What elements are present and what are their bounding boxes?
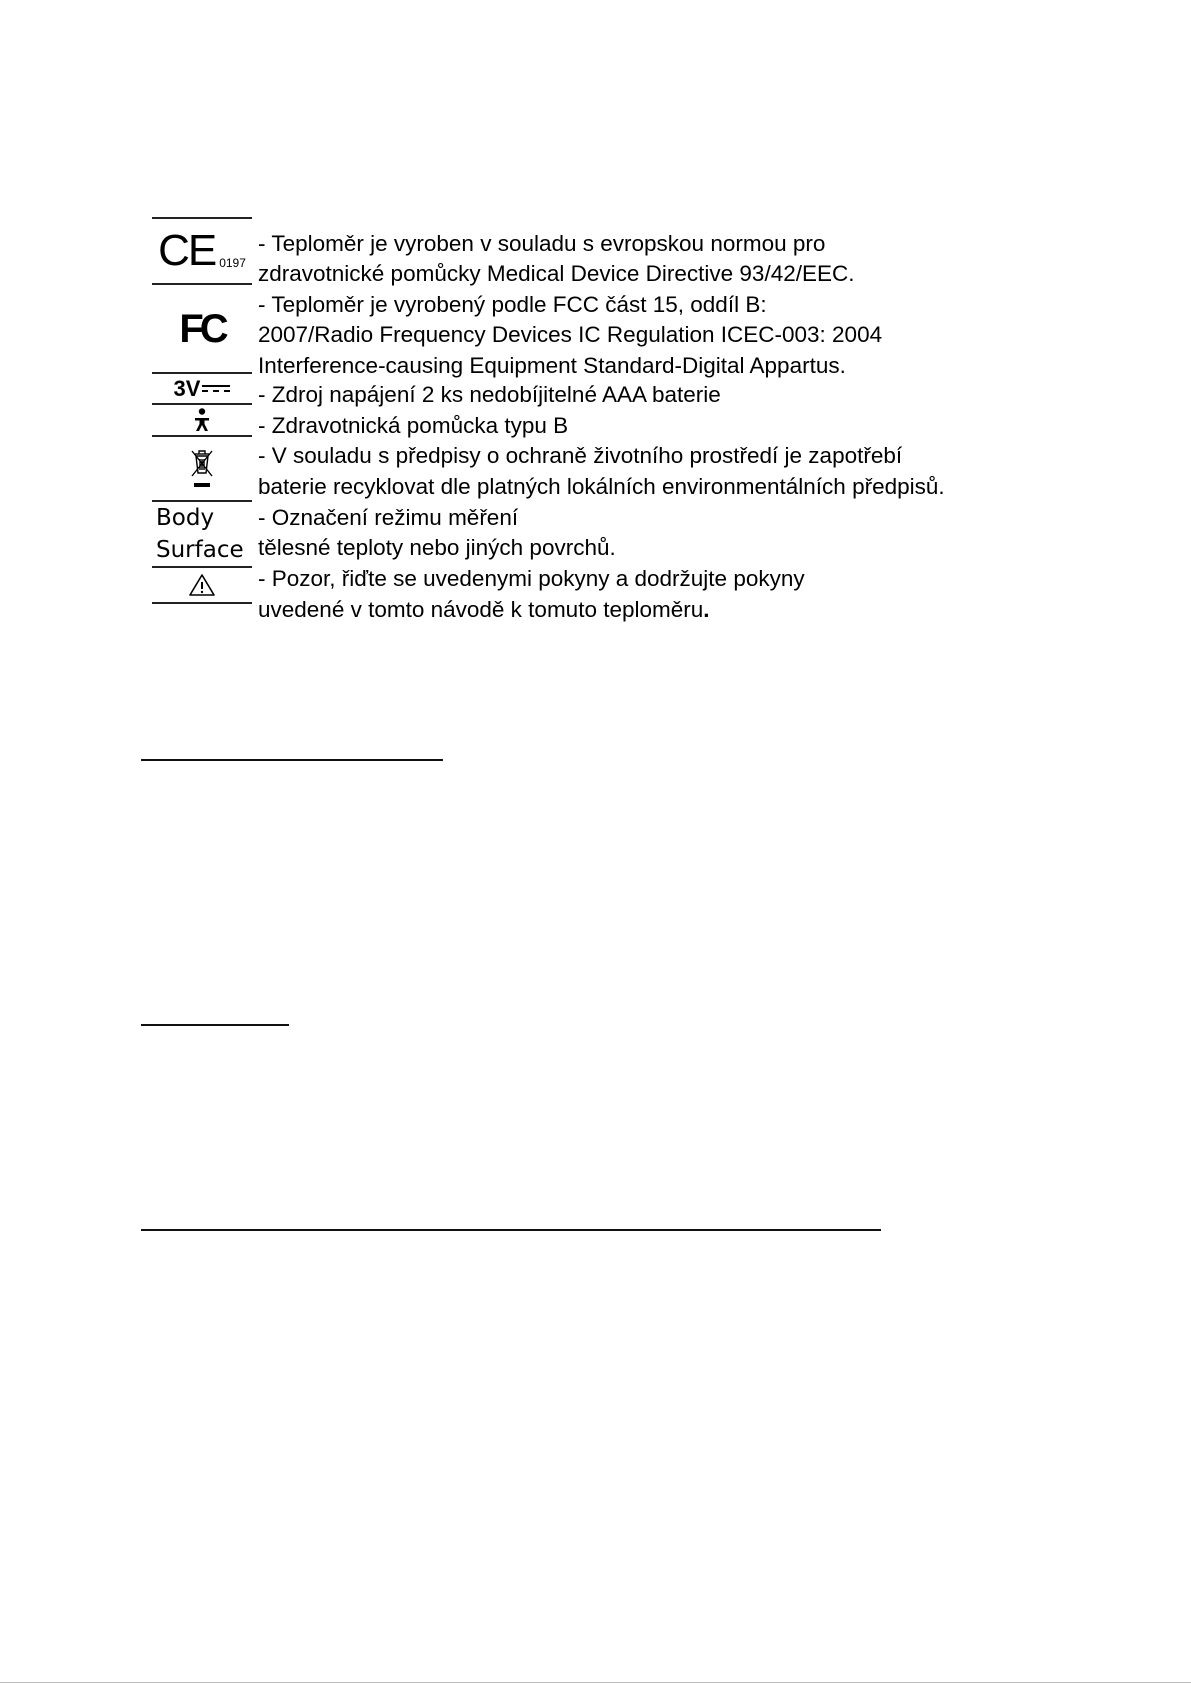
dc-3v-icon — [173, 375, 231, 401]
dc-current-icon — [202, 384, 230, 394]
heading-underline — [141, 1229, 881, 1231]
warning-cell — [152, 566, 252, 604]
warning-triangle-icon — [188, 573, 216, 597]
text-line: - Teploměr je vyroben v souladu s evropskou normou pro — [258, 231, 826, 256]
text-line: - Zdravotnická pomůcka typu B — [258, 413, 569, 438]
surface-label: Surface — [156, 537, 244, 563]
fcc-cell — [152, 283, 252, 374]
ce-label: CE — [158, 226, 216, 275]
text-line: Interference-causing Equipment Standard-Digital Appartus. — [258, 353, 846, 378]
symbol-column — [152, 217, 252, 604]
type-b-cell — [152, 403, 252, 437]
ce-cell — [152, 217, 252, 285]
dc-3v-label: 3V — [173, 375, 201, 401]
text-line: baterie recyklovat dle platných lokálních environmentálních předpisů. — [258, 474, 945, 499]
type-b-applied-part-icon — [192, 408, 212, 432]
text-line: - Teploměr je vyrobený podle FCC část 15, oddíl B: — [258, 292, 767, 317]
body-surface-cell — [152, 500, 252, 568]
heading-underline — [141, 1024, 289, 1026]
text-line: - Pozor, řiďte se uvedenymi pokyny a dodržujte pokyny — [258, 566, 805, 591]
text-line-last-period: . — [703, 597, 710, 622]
text-line: 2007/Radio Frequency Devices IC Regulation ICEC-003: 2004 — [258, 322, 883, 347]
weee-crossed-bin-icon — [187, 446, 217, 492]
text-line: - Označení režimu měření — [258, 505, 519, 530]
text-line: - V souladu s předpisy o ochraně životního prostředí je zapotřebí — [258, 443, 903, 468]
text-line: - Zdroj napájení 2 ks nedobíjitelné AAA baterie — [258, 382, 721, 407]
ce-notified-body-number: 0197 — [219, 256, 246, 270]
text-line: zdravotnické pomůcky Medical Device Directive 93/42/EEC. — [258, 261, 855, 286]
text-line-last-body: uvedené v tomto návodě k tomuto teploměru — [258, 597, 704, 622]
heading-underline — [141, 759, 443, 761]
body-surface-mark — [152, 502, 252, 566]
text-line-last — [258, 595, 710, 625]
ce-mark-icon — [158, 226, 246, 275]
fcc-mark-icon: FC — [179, 306, 225, 351]
body-label: Body — [156, 505, 215, 531]
dc-3v-cell — [152, 372, 252, 405]
text-line: tělesné teploty nebo jiných povrchů. — [258, 535, 616, 560]
page-bottom-edge — [0, 1682, 1191, 1683]
weee-cell — [152, 435, 252, 502]
